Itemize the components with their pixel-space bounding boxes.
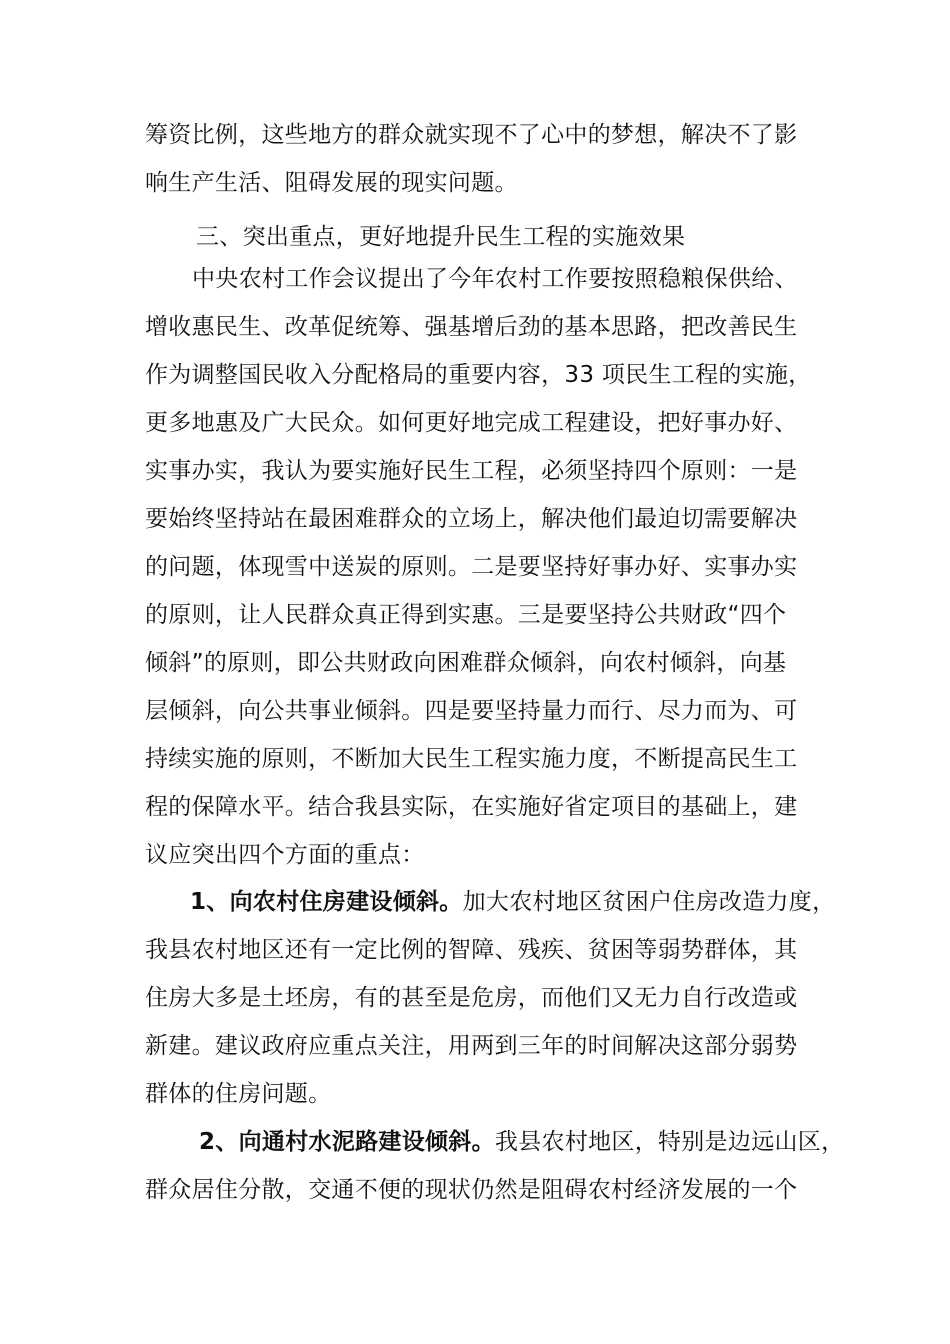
text-line: 实事办实，我认为要实施好民生工程，必须坚持四个原则：一是 (145, 458, 798, 484)
item-1-line (190, 887, 835, 917)
text-line: 我县农村地区还有一定比例的智障、残疾、贫困等弱势群体，其 (145, 937, 798, 963)
text-line: 群众居住分散，交通不便的现状仍然是阻碍农村经济发展的一个 (145, 1177, 798, 1203)
text-line: 群体的住房问题。 (145, 1081, 332, 1107)
item-1-heading: 1、向农村住房建设倾斜。 (190, 889, 463, 915)
text-line: 的问题，体现雪中送炭的原则。二是要坚持好事办好、实事办实 (145, 554, 798, 580)
item-2-text: 我县农村地区，特别是边远山区， (494, 1129, 845, 1155)
text-line: 层倾斜，向公共事业倾斜。四是要坚持量力而行、尽力而为、可 (145, 698, 798, 724)
text-line: 筹资比例，这些地方的群众就实现不了心中的梦想，解决不了影 (145, 122, 798, 148)
text-line: 响生产生活、阻碍发展的现实问题。 (145, 170, 518, 196)
text-line: 持续实施的原则，不断加大民生工程实施力度，不断提高民生工 (145, 746, 798, 772)
text-line: 增收惠民生、改革促统筹、强基增后劲的基本思路，把改善民生 (145, 314, 798, 340)
text-line: 住房大多是土坯房，有的甚至是危房，而他们又无力自行改造或 (145, 985, 798, 1011)
text-line: 更多地惠及广大民众。如何更好地完成工程建设，把好事办好、 (145, 410, 798, 436)
text-line: 的原则，让人民群众真正得到实惠。三是要坚持公共财政“四个 (145, 602, 787, 628)
text-line: 程的保障水平。结合我县实际，在实施好省定项目的基础上，建 (145, 794, 798, 820)
text-line: 倾斜”的原则，即公共财政向困难群众倾斜，向农村倾斜，向基 (145, 650, 787, 676)
item-2-heading: 2、向通村水泥路建设倾斜。 (199, 1129, 495, 1155)
text-line: 要始终坚持站在最困难群众的立场上，解决他们最迫切需要解决 (145, 506, 798, 532)
item-2-line (199, 1127, 844, 1157)
text-line: 新建。建议政府应重点关注，用两到三年的时间解决这部分弱势 (145, 1033, 798, 1059)
item-1-text: 加大农村地区贫困户住房改造力度， (462, 889, 836, 915)
text-line: 作为调整国民收入分配格局的重要内容，33 项民生工程的实施， (145, 362, 812, 388)
text-line: 议应突出四个方面的重点： (145, 842, 425, 868)
text-line: 中央农村工作会议提出了今年农村工作要按照稳粮保供给、 (192, 266, 798, 292)
section-heading: 三、突出重点，更好地提升民生工程的实施效果 (196, 224, 686, 250)
